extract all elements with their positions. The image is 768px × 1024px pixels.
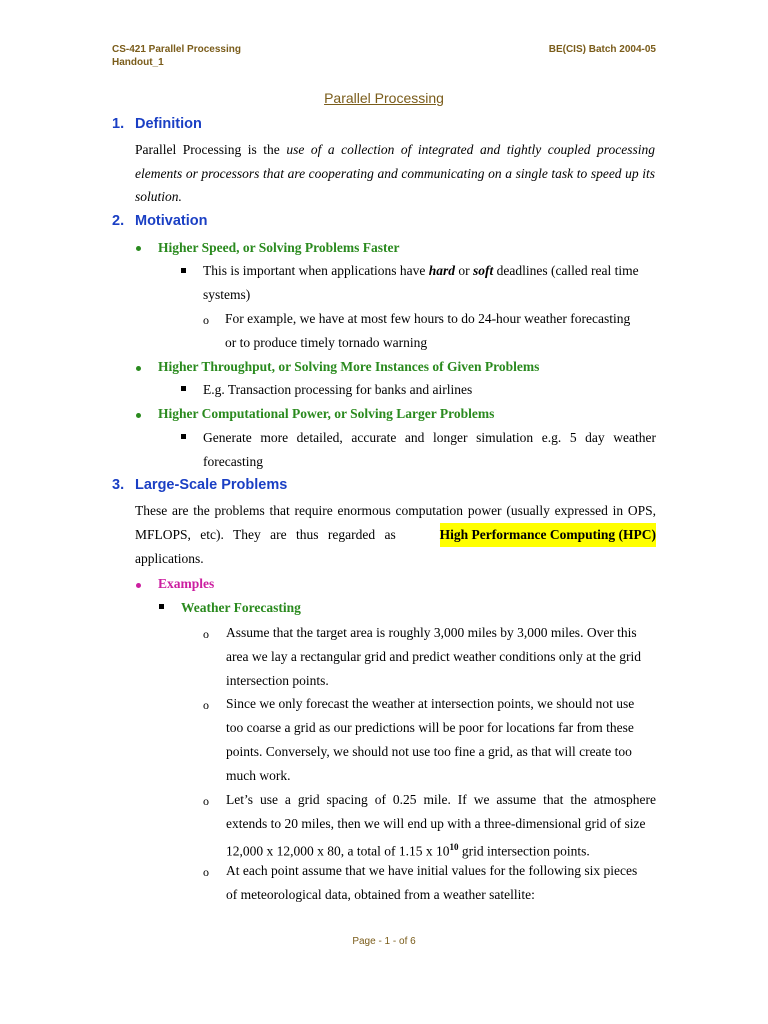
circle-bullet-icon: o: [203, 698, 209, 712]
soft-term: soft: [472, 263, 494, 278]
power-detail-line1: Generate more detailed, accurate and longer simulation e.g. 5 day weather: [203, 430, 656, 445]
circle-bullet-icon: o: [203, 794, 209, 808]
section-title: Large-Scale Problems: [135, 477, 288, 493]
page-footer: Page - 1 - of 6: [352, 936, 416, 947]
page-title-text: Parallel Processing: [324, 90, 444, 106]
definition-italic: use of a collection of integrated and tightly coupled processing elements or processors that are cooperating and communicating on a single task to speed up its solution.: [135, 142, 655, 204]
section-motivation-heading: [112, 213, 208, 229]
weather-forecasting-heading: Weather Forecasting: [181, 600, 301, 615]
weather-p2-line4: much work.: [226, 768, 291, 783]
section-large-scale-heading: [112, 477, 287, 493]
large-scale-line3: applications.: [135, 551, 204, 566]
motivation-speed-detail: [203, 259, 639, 283]
section-number: 1.: [112, 116, 125, 132]
motivation-bullet-speed: Higher Speed, or Solving Problems Faster: [158, 240, 400, 255]
section-number: 2.: [112, 213, 125, 229]
throughput-detail: E.g. Transaction processing for banks and airlines: [203, 382, 473, 397]
section-title: Motivation: [135, 213, 208, 229]
weather-p2-line1: Since we only forecast the weather at intersection points, we should not use: [226, 696, 635, 711]
section-title: Definition: [135, 116, 202, 132]
weather-p4-line2: of meteorological data, obtained from a weather satellite:: [226, 887, 535, 902]
section-definition-heading: [112, 116, 202, 132]
square-bullet-icon: [181, 386, 186, 391]
large-scale-line1: These are the problems that require enormous computation power (usually expressed in OPS,: [135, 503, 656, 518]
detail-post: deadlines (called real time: [493, 263, 639, 278]
definition-lead: Parallel Processing is the: [135, 142, 287, 157]
circle-bullet-icon: o: [203, 865, 209, 879]
motivation-bullet-power: Higher Computational Power, or Solving Larger Problems: [158, 406, 495, 421]
hard-term: hard: [428, 263, 455, 278]
forecast-example-line1: For example, we have at most few hours to do 24-hour weather forecasting: [225, 311, 631, 326]
forecast-example-line2: or to produce timely tornado warning: [225, 335, 428, 350]
weather-p1-line1: Assume that the target area is roughly 3,000 miles by 3,000 miles. Over this: [226, 625, 637, 640]
bullet-dot-icon: [136, 583, 141, 588]
large-scale-line2: [135, 523, 656, 547]
weather-p3-line1: Let’s use a grid spacing of 0.25 mile. If we assume that the atmosphere: [226, 792, 656, 807]
square-bullet-icon: [159, 604, 164, 609]
bullet-dot-icon: [136, 413, 141, 418]
bullet-dot-icon: [136, 366, 141, 371]
square-bullet-icon: [181, 268, 186, 273]
page-title: [0, 90, 768, 106]
large-scale-line2-text: MFLOPS, etc). They are thus regarded as: [135, 527, 396, 542]
grid-size-text: 12,000 x 12,000 x 80, a total of 1.15 x 10: [226, 843, 450, 859]
power-detail-line2: forecasting: [203, 454, 263, 469]
hpc-highlight: High Performance Computing (HPC): [440, 523, 656, 547]
weather-p2-line2: too coarse a grid as our predictions will be poor for locations far from these: [226, 720, 634, 735]
definition-paragraph: [135, 138, 655, 209]
grid-points-text: grid intersection points.: [458, 843, 590, 859]
examples-heading: Examples: [158, 576, 215, 591]
detail-or: or: [454, 263, 473, 278]
header-course: CS-421 Parallel Processing: [112, 44, 241, 55]
square-bullet-icon: [181, 434, 186, 439]
circle-bullet-icon: o: [203, 313, 209, 327]
section-number: 3.: [112, 477, 125, 493]
weather-p3-line2: extends to 20 miles, then we will end up with a three-dimensional grid of size: [226, 816, 646, 831]
motivation-speed-detail-line2: systems): [203, 287, 251, 302]
weather-p1-line2: area we lay a rectangular grid and predict weather conditions only at the grid: [226, 649, 641, 664]
detail-pre: This is important when applications have: [203, 263, 429, 278]
weather-p1-line3: intersection points.: [226, 673, 329, 688]
bullet-dot-icon: [136, 246, 141, 251]
exponent: 10: [449, 842, 459, 852]
header-handout: Handout_1: [112, 57, 164, 68]
motivation-bullet-throughput: Higher Throughput, or Solving More Instances of Given Problems: [158, 359, 540, 374]
weather-p4-line1: At each point assume that we have initial values for the following six pieces: [226, 863, 638, 878]
header-batch: BE(CIS) Batch 2004-05: [548, 44, 656, 55]
weather-p2-line3: points. Conversely, we should not use too fine a grid, as that will create too: [226, 744, 632, 759]
circle-bullet-icon: o: [203, 627, 209, 641]
